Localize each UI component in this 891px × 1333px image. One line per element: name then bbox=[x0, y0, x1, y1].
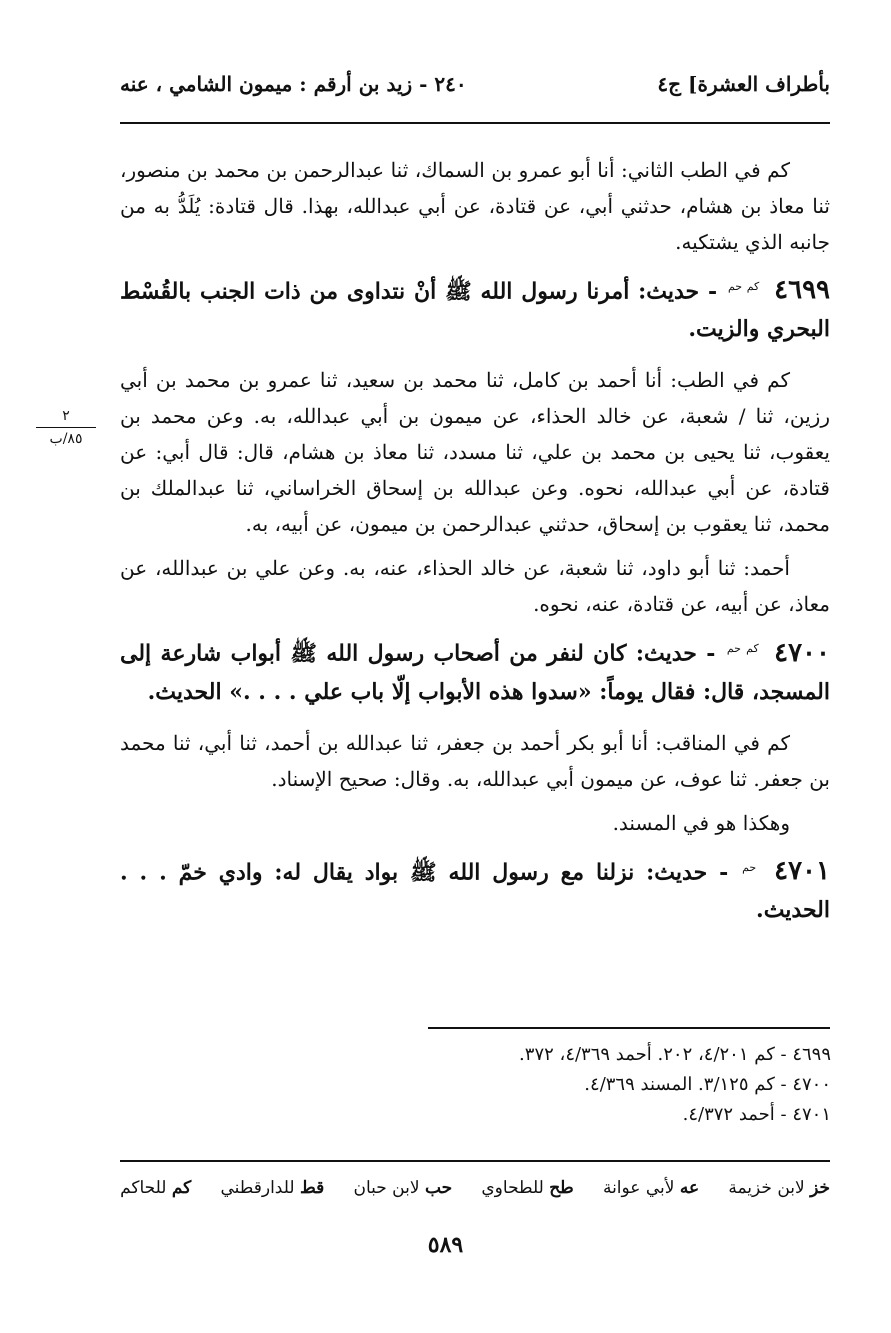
legend-item bbox=[353, 1178, 452, 1198]
legend-item bbox=[603, 1178, 699, 1198]
legend-name: للدارقطني bbox=[220, 1178, 295, 1198]
running-header bbox=[120, 72, 830, 106]
hadith-entry-4700 bbox=[120, 630, 830, 710]
main-text bbox=[120, 152, 830, 943]
hadith-source-sigla: كم حم bbox=[727, 280, 760, 293]
hadith-number: ٤٧٠١ bbox=[774, 855, 830, 886]
page-number: ٥٨٩ bbox=[427, 1232, 464, 1258]
hadith-source-sigla: كم حم bbox=[726, 642, 759, 656]
folio-note-top: ٢ bbox=[62, 408, 70, 424]
hadith-source-sigla: حم bbox=[742, 860, 757, 874]
footnote-item: ٤٧٠٠ - كم ٣/١٢٥. المسند ٤/٣٦٩. bbox=[584, 1074, 831, 1095]
legend-abbr: حب bbox=[424, 1178, 453, 1198]
hadith-text: - حديث: نزلنا مع رسول الله ﷺ بواد يقال له: وادي خمّ . . . الحديث. bbox=[120, 858, 830, 923]
hadith-number: ٤٧٠٠ bbox=[774, 637, 830, 668]
legend-abbr: كم bbox=[171, 1178, 192, 1198]
legend-item bbox=[481, 1178, 573, 1198]
hadith-number: ٤٦٩٩ bbox=[774, 275, 830, 306]
legend-abbr: قط bbox=[299, 1178, 325, 1198]
hadith-text: - حديث: كان لنفر من أصحاب رسول الله ﷺ أبواب شارعة إلى المسجد، قال: فقال يوماً: «سدوا هذه الأبواب إلّا باب علي . . . .» الحديث. bbox=[120, 640, 830, 705]
legend-item bbox=[728, 1178, 830, 1198]
legend-name: للحاكم bbox=[120, 1178, 167, 1198]
header-rule bbox=[120, 122, 830, 124]
legend-item bbox=[120, 1178, 191, 1198]
hadith-entry-4701 bbox=[120, 849, 830, 929]
manuscript-folio-note bbox=[36, 407, 96, 448]
text-paragraph: كم في الطب الثاني: أنا أبو عمرو بن السماك، ثنا عبدالرحمن بن محمد بن منصور، ثنا معاذ بن هشام، حدثني أبي، عن قتادة، عن أبي عبدالله، بهذا. قال قتادة: يُلَدُّ به من جانبه الذي يشتكيه. bbox=[120, 158, 830, 254]
footnote-item: ٤٧٠١ - أحمد ٤/٣٧٢. bbox=[682, 1104, 831, 1125]
header-book-title: بأطراف العشرة] ج٤ bbox=[657, 72, 830, 96]
legend-abbr: عه bbox=[679, 1178, 700, 1198]
footnote-rule bbox=[428, 1027, 830, 1029]
legend-rule bbox=[120, 1160, 830, 1162]
legend-name: للطحاوي bbox=[481, 1178, 544, 1198]
footnote-item: ٤٦٩٩ - كم ٤/٢٠١، ٢٠٢. أحمد ٤/٣٦٩، ٣٧٢. bbox=[519, 1044, 831, 1065]
text-paragraph: كم في المناقب: أنا أبو بكر أحمد بن جعفر، ثنا عبدالله بن أحمد، ثنا أبي، ثنا محمد بن جعفر. ثنا عوف، عن ميمون أبي عبدالله، به. وقال: صحيح الإسناد. bbox=[120, 730, 830, 791]
legend-abbr: طح bbox=[549, 1178, 574, 1198]
hadith-entry-4699 bbox=[120, 268, 830, 348]
folio-note-bottom: ٨٥/ب bbox=[49, 431, 83, 447]
text-paragraph: أحمد: ثنا أبو داود، ثنا شعبة، عن خالد الحذاء، عنه، به. وعن علي بن عبدالله، عن معاذ، عن أبيه، عن قتادة، عنه، نحوه. bbox=[120, 556, 830, 617]
text-paragraph: وهكذا هو في المسند. bbox=[612, 810, 790, 835]
legend-name: لأبي عوانة bbox=[602, 1178, 675, 1198]
text-paragraph: كم في الطب: أنا أحمد بن كامل، ثنا محمد بن سعيد، ثنا عمرو بن محمد بن أبي رزين، ثنا / شعبة، عن خالد الحذاء، عن ميمون بن أبي عبدالله، به. وعن محمد بن يعقوب، ثنا يحيى بن محمد بن علي، ثنا مسدد، ثنا معاذ بن هشام، قال: قال أبي: عن قتادة، عن أبي عبدالله، نحوه. وعن عبدالله بن إسحاق الخراساني، ثنا عبدالملك بن محمد، ثنا يعقوب بن إسحاق، حدثني عبدالرحمن بن ميمون، عن أبيه، به. bbox=[120, 368, 830, 537]
legend-name: لابن حبان bbox=[353, 1178, 420, 1198]
legend-name: لابن خزيمة bbox=[728, 1178, 805, 1198]
legend-item bbox=[221, 1178, 325, 1198]
header-section-title: ٢٤٠ - زيد بن أرقم : ميمون الشامي ، عنه bbox=[120, 72, 467, 96]
legend-abbr: خز bbox=[810, 1178, 830, 1198]
folio-note-divider bbox=[36, 427, 96, 428]
hadith-text: - حديث: أمرنا رسول الله ﷺ أنْ نتداوى من ذات الجنب بالقُسْط البحري والزيت. bbox=[120, 278, 830, 343]
abbreviation-legend bbox=[120, 1178, 830, 1198]
footnotes bbox=[371, 1040, 831, 1130]
